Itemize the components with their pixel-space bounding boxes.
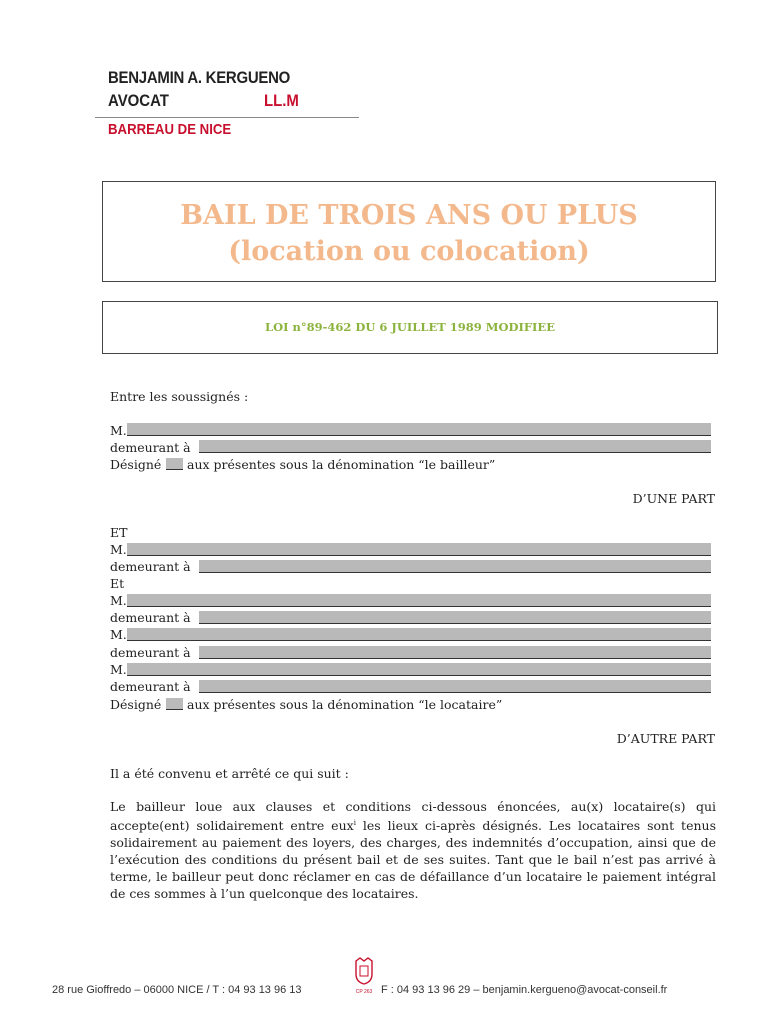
locataire1-address-field[interactable] bbox=[199, 560, 711, 573]
bar-seal-icon bbox=[352, 956, 376, 996]
et-lower-label: Et bbox=[110, 576, 125, 591]
locataire3-address-label: demeurant à bbox=[110, 645, 191, 660]
main-paragraph bbox=[110, 798, 716, 902]
locataire-designation: aux présentes sous la dénomination “le locataire” bbox=[187, 697, 503, 712]
locataire3-m-label: M. bbox=[110, 627, 127, 642]
bailleur-gender-field[interactable] bbox=[166, 458, 183, 470]
document-title: BAIL DE TROIS ANS OU PLUS bbox=[180, 200, 638, 231]
autre-part-label: D’AUTRE PART bbox=[616, 731, 715, 746]
paragraph-part-2: les lieux ci-après désignés. Les locataires sont tenus solidairement au paiement des loyers, des charges, des indemnités d’occupation, ainsi que de l’exécution des conditions du présent bail et de ses suites. Tant que le bail n’est pas arrivé à terme, le bailleur peut donc réclamer en cas de défaillance d’un locataire le paiement intégral de ces sommes à l’un quelconque des locataires. bbox=[110, 818, 716, 902]
locataire2-address-label: demeurant à bbox=[110, 610, 191, 625]
locataire2-address-field[interactable] bbox=[199, 611, 711, 624]
law-reference: LOI n°89-462 DU 6 JUILLET 1989 MODIFIEE bbox=[265, 320, 555, 334]
footnote-marker[interactable]: i bbox=[353, 819, 356, 827]
bailleur-name-field[interactable] bbox=[127, 423, 711, 436]
locataire-gender-field[interactable] bbox=[166, 698, 183, 710]
letterhead-divider bbox=[95, 117, 359, 118]
paragraph-part-1: Le bailleur loue aux clauses et conditions ci-dessous énoncées, au(x) locataire(s) qui accepte(ent) solidairement entre eux bbox=[110, 799, 716, 834]
locataire3-address-field[interactable] bbox=[199, 646, 711, 659]
lawyer-title: AVOCAT bbox=[108, 91, 169, 110]
locataire4-address-label: demeurant à bbox=[110, 679, 191, 694]
locataire4-address-field[interactable] bbox=[199, 680, 711, 693]
lawyer-name: BENJAMIN A. KERGUENO bbox=[108, 68, 291, 87]
footer-fax-email: F : 04 93 13 96 29 – benjamin.kergueno@avocat-conseil.fr bbox=[381, 984, 668, 996]
lawyer-degree: LL.M bbox=[264, 91, 299, 110]
une-part-label: D’UNE PART bbox=[632, 491, 715, 506]
seal-label: CP 263 bbox=[355, 989, 373, 995]
bailleur-address-field[interactable] bbox=[199, 440, 711, 453]
et-upper-label: ET bbox=[110, 525, 128, 540]
locataire-designe-label: Désigné bbox=[110, 697, 162, 712]
bar-association: BARREAU DE NICE bbox=[108, 121, 232, 138]
parties-intro: Entre les soussignés : bbox=[110, 389, 249, 404]
bailleur-address-label: demeurant à bbox=[110, 440, 191, 455]
locataire1-name-field[interactable] bbox=[127, 543, 711, 556]
locataire2-m-label: M. bbox=[110, 593, 127, 608]
locataire4-m-label: M. bbox=[110, 662, 127, 677]
convenu-line: Il a été convenu et arrêté ce qui suit : bbox=[110, 766, 349, 781]
locataire1-m-label: M. bbox=[110, 542, 127, 557]
locataire4-name-field[interactable] bbox=[127, 663, 711, 676]
locataire1-address-label: demeurant à bbox=[110, 559, 191, 574]
bailleur-designation: aux présentes sous la dénomination “le bailleur” bbox=[187, 457, 496, 472]
locataire2-name-field[interactable] bbox=[127, 594, 711, 607]
bailleur-m-label: M. bbox=[110, 423, 127, 438]
document-subtitle: (location ou colocation) bbox=[228, 236, 590, 267]
locataire3-name-field[interactable] bbox=[127, 628, 711, 641]
footer-address-phone: 28 rue Gioffredo – 06000 NICE / T : 04 93 13 96 13 bbox=[52, 984, 302, 996]
bailleur-designe-label: Désigné bbox=[110, 457, 162, 472]
